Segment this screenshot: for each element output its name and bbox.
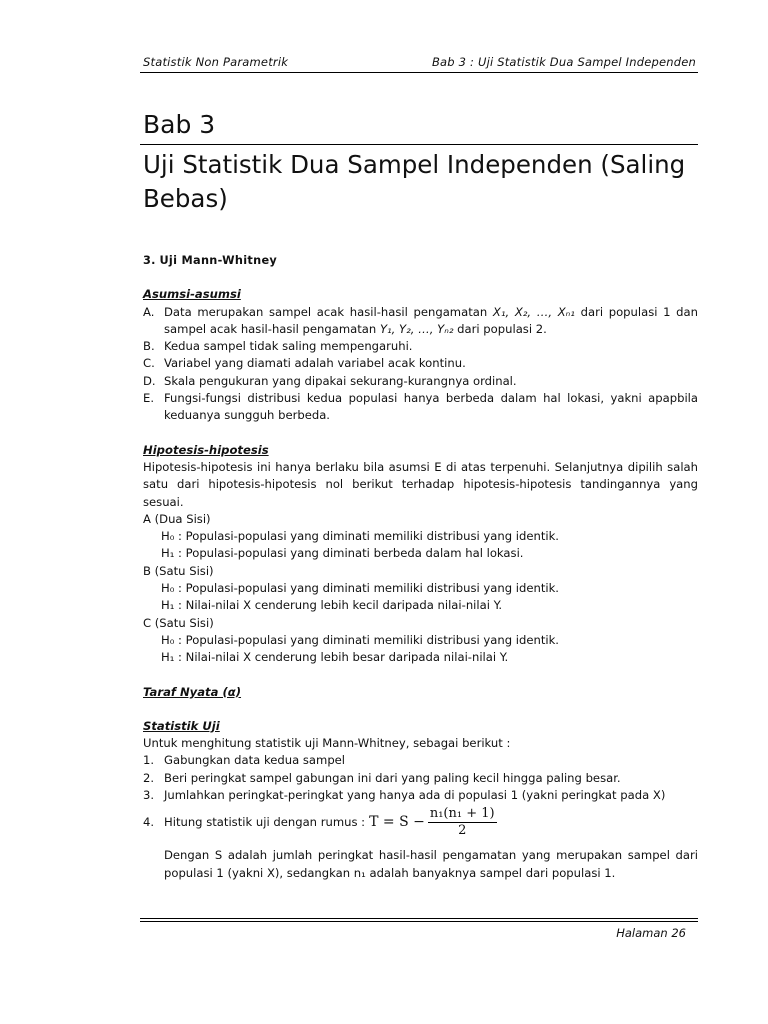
alternative-hypothesis: H₁ : Populasi-populasi yang diminati berbeda dalam hal lokasi. bbox=[161, 546, 524, 561]
x-observations: X₁, X₂, …, Xₙ₁ bbox=[492, 304, 575, 319]
chapter-label: Bab 3 bbox=[143, 110, 216, 139]
step-item bbox=[143, 770, 698, 787]
footer-rule bbox=[140, 918, 698, 919]
list-marker: C. bbox=[143, 356, 155, 371]
running-header-right: Bab 3 : Uji Statistik Dua Sampel Independen bbox=[431, 55, 696, 69]
list-marker: 1. bbox=[143, 753, 155, 768]
hypotheses-heading: Hipotesis-hipotesis bbox=[143, 442, 269, 457]
assumptions-heading: Asumsi-asumsi bbox=[143, 287, 241, 302]
test-statistic-intro: Untuk menghitung statistik uji Mann-Whitney, sebagai berikut : bbox=[143, 736, 511, 751]
assumption-item bbox=[143, 338, 698, 355]
y-observations: Y₁, Y₂, …, Yₙ₂ bbox=[379, 321, 454, 336]
formula-denominator: 2 bbox=[458, 823, 467, 839]
list-marker: 2. bbox=[143, 770, 155, 785]
null-hypothesis: H₀ : Populasi-populasi yang diminati memiliki distribusi yang identik. bbox=[161, 632, 559, 647]
formula-numerator: n₁(n₁ + 1) bbox=[429, 806, 495, 822]
alternative-hypothesis: H₁ : Nilai-nilai X cenderung lebih kecil daripada nilai-nilai Y. bbox=[161, 598, 503, 613]
hypothesis-group-label: C (Satu Sisi) bbox=[143, 615, 214, 630]
list-marker: 3. bbox=[143, 788, 155, 803]
assumption-text: Data merupakan sampel acak hasil-hasil pengamatan X₁, X₂, …, Xₙ₁ dari populasi 1 dan sampel acak hasil-hasil pengamatan Y₁, Y₂, …, Yₙ₂ dari populasi 2. bbox=[164, 304, 698, 336]
document-body bbox=[143, 252, 698, 882]
test-statistic-heading: Statistik Uji bbox=[143, 718, 220, 733]
hypothesis-group-label: B (Satu Sisi) bbox=[143, 563, 214, 578]
assumption-item bbox=[143, 355, 698, 372]
list-marker: D. bbox=[143, 373, 156, 388]
step-item bbox=[143, 806, 698, 839]
null-hypothesis: H₀ : Populasi-populasi yang diminati memiliki distribusi yang identik. bbox=[161, 581, 559, 596]
list-marker: E. bbox=[143, 391, 155, 406]
alternative-hypothesis: H₁ : Nilai-nilai X cenderung lebih besar daripada nilai-nilai Y. bbox=[161, 650, 509, 665]
step-item bbox=[143, 787, 698, 804]
formula-note: Dengan S adalah jumlah peringkat hasil-hasil pengamatan yang merupakan sampel dari populasi 1 (yakni X), sedangkan n₁ adalah banyaknya sampel dari populasi 1. bbox=[164, 848, 698, 880]
footer-rule-double bbox=[140, 921, 698, 922]
list-marker: B. bbox=[143, 339, 155, 354]
step-text: Gabungkan data kedua sampel bbox=[164, 753, 346, 768]
section-number: 3. bbox=[143, 254, 156, 267]
assumption-text: Kedua sampel tidak saling mempengaruhi. bbox=[164, 339, 413, 354]
header-rule bbox=[140, 72, 698, 73]
list-marker: 4. bbox=[143, 815, 155, 830]
step-text: Hitung statistik uji dengan rumus : bbox=[164, 815, 366, 830]
section-title: Uji Mann-Whitney bbox=[159, 254, 278, 267]
assumption-item bbox=[143, 304, 698, 339]
assumption-item bbox=[143, 390, 698, 425]
null-hypothesis: H₀ : Populasi-populasi yang diminati memiliki distribusi yang identik. bbox=[161, 529, 559, 544]
formula-lhs: T = S − bbox=[369, 814, 425, 831]
running-header-left: Statistik Non Parametrik bbox=[143, 55, 289, 69]
hypothesis-group-label: A (Dua Sisi) bbox=[143, 511, 211, 526]
assumption-text: Variabel yang diamati adalah variabel acak kontinu. bbox=[164, 356, 466, 371]
list-marker: A. bbox=[143, 304, 155, 319]
significance-heading: Taraf Nyata (α) bbox=[143, 684, 242, 699]
step-text: Beri peringkat sampel gabungan ini dari yang paling kecil hingga paling besar. bbox=[164, 770, 621, 785]
step-text: Jumlahkan peringkat-peringkat yang hanya ada di populasi 1 (yakni peringkat pada X) bbox=[164, 788, 666, 803]
chapter-title: Uji Statistik Dua Sampel Independen (Saling Bebas) bbox=[143, 150, 686, 213]
hypotheses-intro: Hipotesis-hipotesis ini hanya berlaku bila asumsi E di atas terpenuhi. Selanjutnya dipilih salah satu dari hipotesis-hipotesis nol berikut terhadap hipotesis-hipotesis tandingannya yang sesuai. bbox=[143, 459, 698, 509]
assumption-item bbox=[143, 373, 698, 390]
assumption-text: Fungsi-fungsi distribusi kedua populasi hanya berbeda dalam hal lokasi, yakni apapbila keduanya sungguh berbeda. bbox=[164, 391, 698, 423]
section-heading bbox=[143, 252, 698, 269]
page-number: Halaman 26 bbox=[616, 926, 686, 940]
title-rule bbox=[140, 144, 698, 145]
assumption-text: Skala pengukuran yang dipakai sekurang-kurangnya ordinal. bbox=[164, 373, 517, 388]
formula-fraction bbox=[428, 806, 497, 839]
step-item bbox=[143, 752, 698, 769]
